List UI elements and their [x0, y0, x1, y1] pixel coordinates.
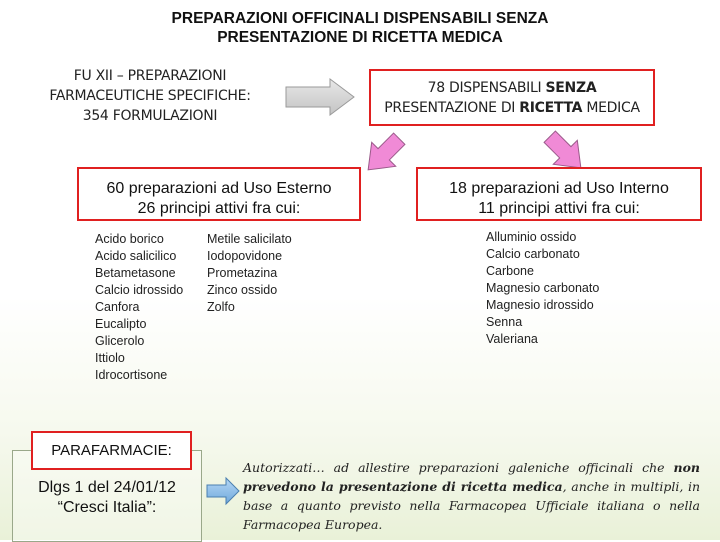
dlgs-line-2: “Cresci Italia”: [57, 499, 157, 516]
list-item: Zolfo [207, 300, 235, 314]
dlgs-line-1: Dlgs 1 del 24/01/12 [38, 479, 176, 496]
box78-ricetta: RICETTA [519, 99, 583, 116]
autorizzati-bold: non prevedono la presentazione di ricetta medica [243, 460, 700, 494]
uso-interno-box [416, 167, 702, 221]
list-item: Calcio idrossido [95, 283, 184, 297]
list-item: Ittiolo [95, 351, 125, 365]
box78-presentazione: PRESENTAZIONE DI [384, 99, 516, 116]
list-item: Eucalipto [95, 317, 147, 331]
right-arrow-icon [284, 77, 356, 117]
list-item: Iodopovidone [207, 249, 283, 263]
list-item: Calcio carbonato [486, 247, 580, 261]
list-item: Metile salicilato [207, 232, 292, 246]
list-item: Acido borico [95, 232, 164, 246]
title-line-1: PREPARAZIONI OFFICINALI DISPENSABILI SENZA [171, 10, 549, 27]
list-item: Betametasone [95, 266, 176, 280]
list-item: Prometazina [207, 266, 278, 280]
fu-line-1: FU XII – PREPARAZIONI [73, 68, 227, 84]
dispensabili-box [369, 69, 655, 126]
uso-esterno-box [77, 167, 361, 221]
list-item: Canfora [95, 300, 140, 314]
list-item: Alluminio ossido [486, 230, 577, 244]
list-item: Senna [486, 315, 523, 329]
list-item: Magnesio idrossido [486, 298, 594, 312]
down-left-arrow-icon [360, 132, 406, 178]
autorizzati-t1: Autorizzati… ad allestire preparazioni galeniche officinali che [243, 460, 674, 475]
autorizzati-text [243, 458, 700, 534]
box78-dispensabili: DISPENSABILI [449, 79, 542, 96]
parafarmacie-arrow-icon [206, 476, 240, 506]
interno-list [486, 229, 599, 348]
interno-line-2: 11 principi attivi fra cui: [478, 200, 640, 217]
dlgs-text [14, 478, 200, 518]
title-line-2: PRESENTAZIONE DI RICETTA MEDICA [217, 29, 503, 46]
box78-num: 78 [427, 79, 445, 96]
list-item: Carbone [486, 264, 534, 278]
fu-line-3: 354 FORMULAZIONI [82, 108, 218, 124]
list-item: Valeriana [486, 332, 538, 346]
list-item: Glicerolo [95, 334, 145, 348]
esterno-list-col1 [95, 231, 183, 384]
parafarmacie-label: PARAFARMACIE: [31, 431, 192, 470]
page-title [0, 9, 720, 47]
esterno-list-col2 [207, 231, 292, 316]
interno-line-1: 18 preparazioni ad Uso Interno [449, 180, 669, 197]
esterno-line-2: 26 principi attivi fra cui: [137, 200, 301, 217]
list-item: Idrocortisone [95, 368, 168, 382]
fu-line-2: FARMACEUTICHE SPECIFICHE: [49, 88, 251, 104]
box78-senza: SENZA [545, 79, 597, 96]
list-item: Zinco ossido [207, 283, 278, 297]
box78-medica: MEDICA [586, 99, 640, 116]
autorizzati-t2: , anche in multipli, in base a quanto previsto nella Farmacopea Ufficiale italiana o nella Farmacopea Europea. [243, 479, 700, 532]
fu-xii-text [30, 66, 270, 126]
list-item: Magnesio carbonato [486, 281, 600, 295]
esterno-line-1: 60 preparazioni ad Uso Esterno [106, 180, 332, 197]
list-item: Acido salicilico [95, 249, 177, 263]
